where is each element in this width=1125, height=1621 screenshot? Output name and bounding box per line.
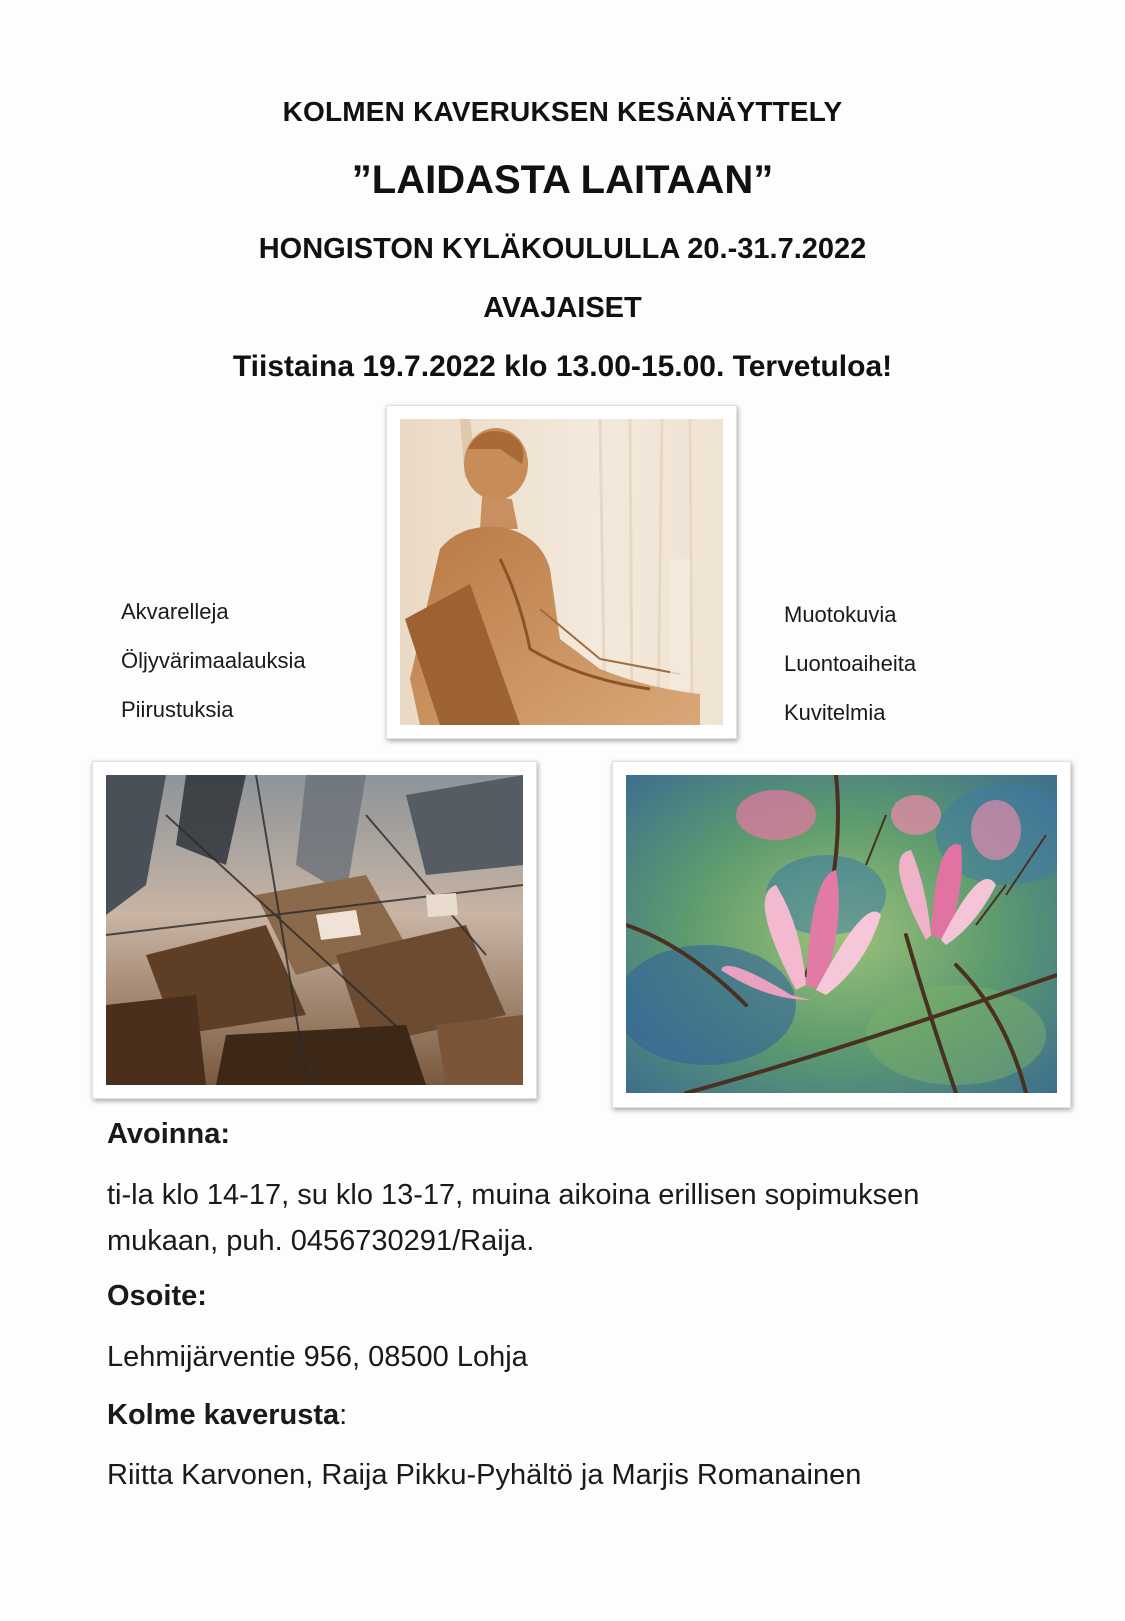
list-item: Öljyvärimaalauksia (121, 648, 306, 673)
friends-names: Riitta Karvonen, Raija Pikku-Pyhältö ja Marjis Romanainen (107, 1459, 862, 1491)
list-item: Akvarelleja (121, 599, 229, 624)
portrait-painting (386, 405, 737, 739)
opening-time: Tiistaina 19.7.2022 klo 13.00-15.00. Tervetuloa! (232, 350, 893, 383)
list-item: Piirustuksia (121, 697, 234, 722)
address-text: Lehmijärventie 956, 08500 Lohja (107, 1341, 528, 1373)
exhibition-name: ”LAIDASTA LAITAAN” (351, 158, 774, 202)
opening-label: AVAJAISET (483, 292, 642, 324)
address-label: Osoite: (107, 1280, 207, 1312)
open-hours-text: ti-la klo 14-17, su klo 13-17, muina aikoina erillisen sopimuksen mukaan, puh. 0456730291/Raija. (107, 1179, 920, 1257)
magnolia-painting (612, 761, 1071, 1108)
venue-dates: HONGISTON KYLÄKOULULLA 20.-31.7.2022 (258, 233, 867, 265)
list-item: Muotokuvia (784, 602, 897, 627)
event-title: KOLMEN KAVERUKSEN KESÄNÄYTTELY (282, 96, 843, 127)
friends-label-row (107, 1399, 1007, 1432)
magnolia-artwork (626, 775, 1057, 1093)
open-hours-label: Avoinna: (107, 1118, 230, 1150)
list-item: Luontoaiheita (784, 651, 917, 676)
abstract-painting (92, 761, 537, 1099)
portrait-artwork (400, 419, 723, 725)
left-media-list (121, 597, 306, 744)
list-item: Kuvitelmia (784, 700, 886, 725)
friends-colon: : (339, 1399, 348, 1431)
friends-label: Kolme kaverusta (107, 1399, 340, 1431)
abstract-artwork (106, 775, 523, 1085)
right-subject-list (784, 600, 916, 747)
